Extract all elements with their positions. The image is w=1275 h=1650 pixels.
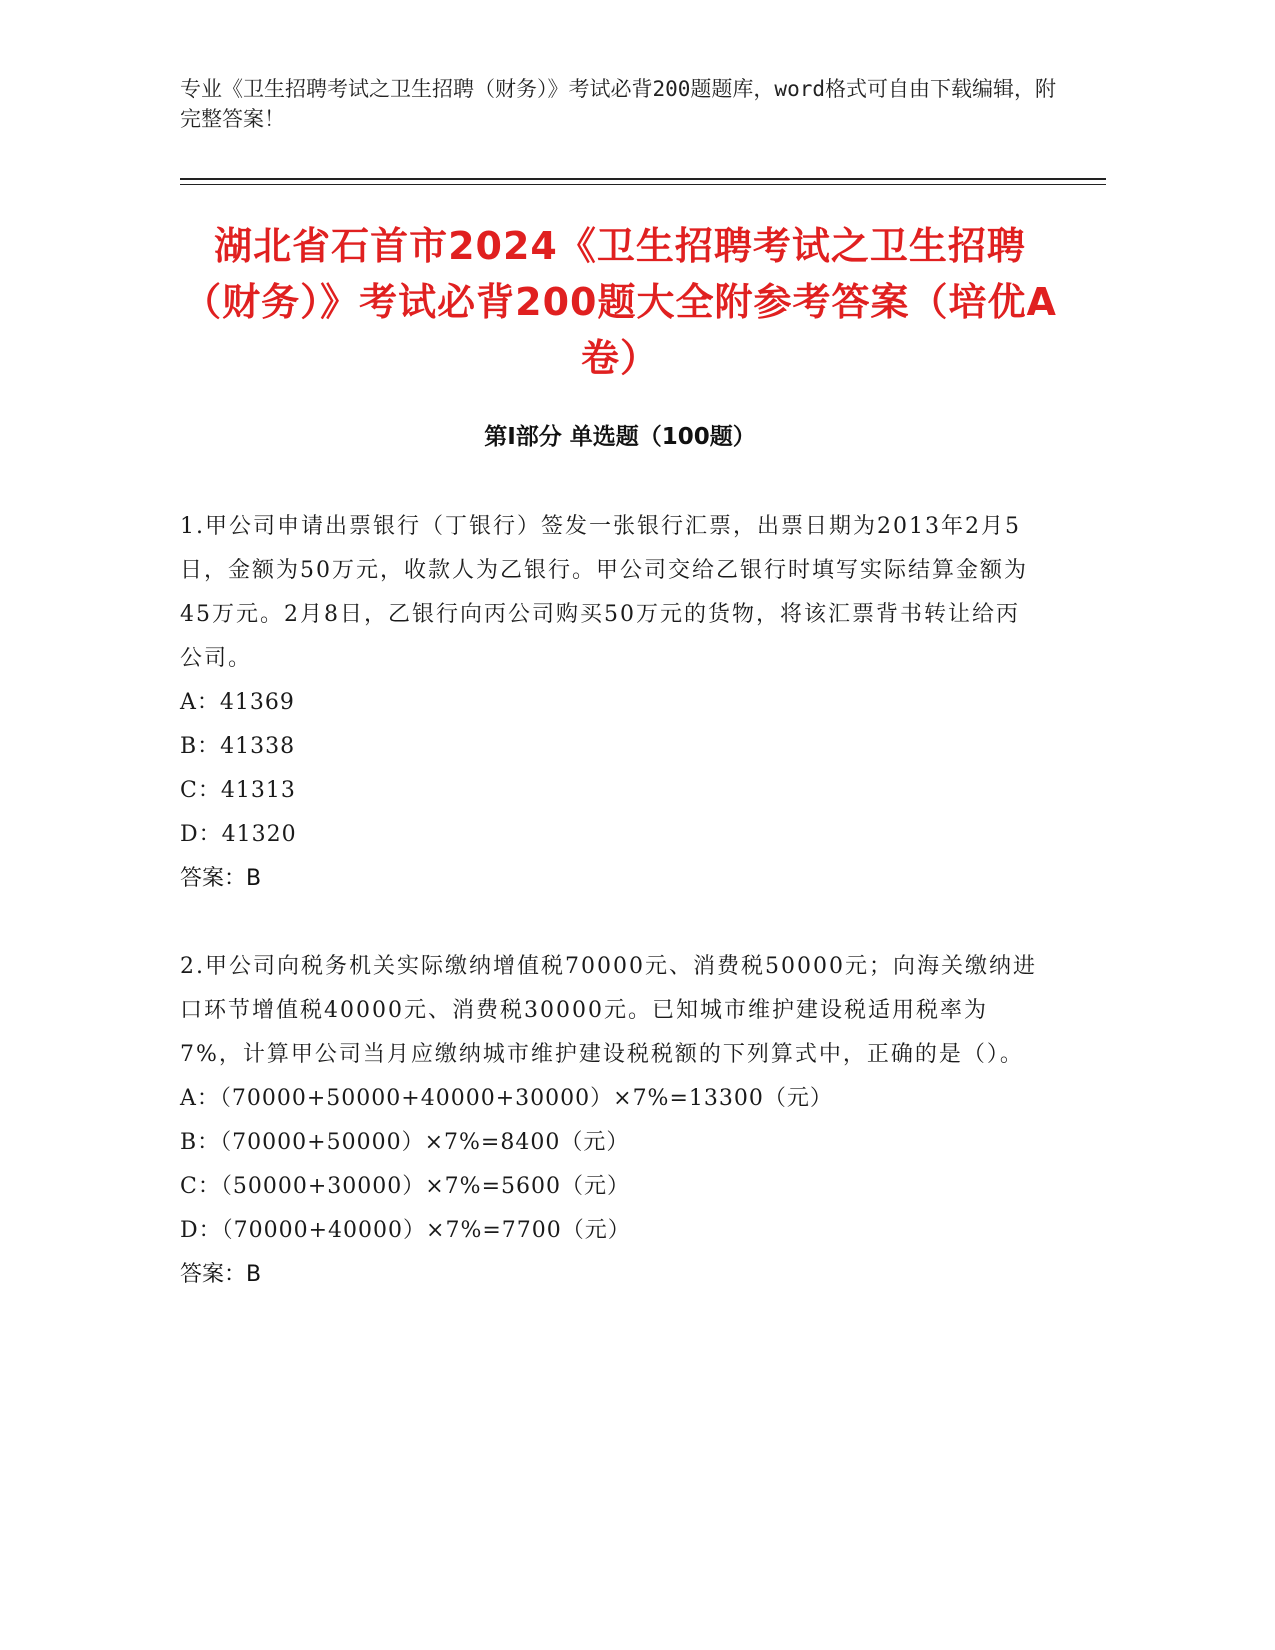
option-a: A：41369 [180,690,295,715]
header-divider-thick [180,178,1106,180]
option-b: B：41338 [180,734,296,759]
option-c: C：（50000+30000）×7%=5600（元） [180,1174,630,1199]
option-d: D：41320 [180,822,297,847]
answer-line: 答案：B [180,866,262,891]
question-list [180,505,1040,1341]
question-1 [180,505,1040,901]
question-2 [180,945,1040,1297]
question-stem: 2.甲公司向税务机关实际缴纳增值税70000元、消费税50000元；向海关缴纳进口环节增值税40000元、消费税30000元。已知城市维护建设税适用税率为7%，计算甲公司当月应缴纳城市维护建设税税额的下列算式中，正确的是（）。 [180,954,1037,1067]
option-b: B：（70000+50000）×7%=8400（元） [180,1130,630,1155]
answer-line: 答案：B [180,1262,262,1287]
section-heading: 第Ⅰ部分 单选题（100题） [484,424,756,450]
header-divider-thin [180,184,1106,185]
option-d: D：（70000+40000）×7%=7700（元） [180,1218,631,1243]
option-c: C：41313 [180,778,296,803]
document-title: 湖北省石首市2024《卫生招聘考试之卫生招聘（财务）》考试必背200题大全附参考答案（培优A卷） [183,224,1057,380]
option-a: A：（70000+50000+40000+30000）×7%=13300（元） [180,1086,833,1111]
question-stem: 1.甲公司申请出票银行（丁银行）签发一张银行汇票，出票日期为2013年2月5日，金额为50万元，收款人为乙银行。甲公司交给乙银行时填写实际结算金额为45万元。2月8日，乙银行向丙公司购买50万元的货物，将该汇票背书转让给丙公司。 [180,514,1028,671]
header-note: 专业《卫生招聘考试之卫生招聘（财务）》考试必背200题题库，word格式可自由下载编辑，附完整答案！ [180,77,1056,131]
